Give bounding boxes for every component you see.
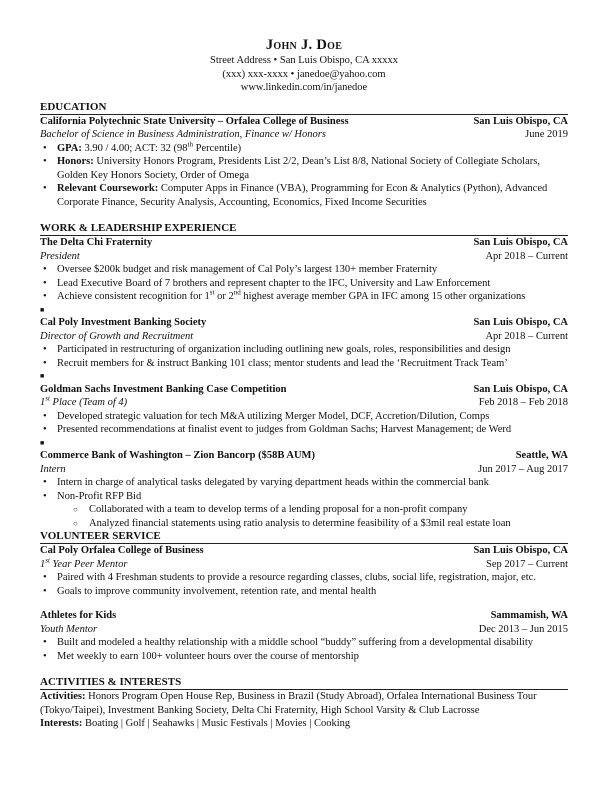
list-item: • Non-Profit RFP Bid (40, 490, 568, 504)
volunteer-date: Dec 2013 – Jun 2015 (478, 623, 568, 635)
activities-paragraph (40, 690, 568, 717)
sub-list-item: ○ Collaborated with a team to develop terms of a lending proposal for a non-profit company (40, 503, 568, 517)
work-role: Director of Growth and Recruitment (40, 330, 194, 342)
work-entry-3-role (40, 396, 568, 410)
work-location: San Luis Obispo, CA (473, 317, 568, 328)
work-location: Seattle, WA (515, 450, 568, 461)
coursework-label: Relevant Coursework: (57, 183, 159, 194)
work-location: San Luis Obispo, CA (473, 237, 568, 248)
superscript: st (209, 288, 215, 297)
list-item: • Presented recommendations at finalist event to judges from Goldman Sachs; Harvest Management; de Werd (40, 423, 568, 437)
resume-page (40, 0, 568, 731)
education-school-row (40, 115, 568, 129)
gpa-text-end: Percentile) (193, 142, 242, 154)
phone-email-line: (xxx) xxx-xxxx • janedoe@yahoo.com (222, 68, 386, 80)
address-line: Street Address • San Luis Obispo, CA xxxxx (209, 55, 398, 66)
work-entry-2-header (40, 316, 568, 330)
work-entry-2-role (40, 330, 568, 344)
list-item: • Oversee $200k budget and risk management of Cal Poly’s largest 130+ member Fraternity (40, 263, 568, 277)
honors-item (40, 155, 568, 182)
education-heading: EDUCATION (40, 101, 568, 115)
gpa-label: GPA: (57, 142, 82, 154)
interests-text: Boating | Golf | Seahawks | Music Festivals | Movies | Cooking (82, 718, 351, 729)
work-org: Goldman Sachs Investment Banking Case Competition (40, 383, 287, 395)
honors-text: University Honors Program, Presidents List 2/2, Dean’s List 8/8, National Society of Collegiate Scholars, Golden Key Honors Society, Order of Omega (57, 156, 540, 181)
school-location: San Luis Obispo, CA (473, 115, 568, 127)
volunteer-entry-1-bullets (40, 571, 568, 598)
volunteer-org: Athletes for Kids (40, 610, 117, 621)
graduation-date: June 2019 (525, 129, 568, 140)
volunteer-entry-2-header (40, 609, 568, 623)
work-heading: WORK & LEADERSHIP EXPERIENCE (40, 222, 568, 236)
text-fragment: or 2 (214, 291, 234, 302)
list-item: • Developed strategic valuation for tech M&A utilizing Merger Model, DCF, Accretion/Dilution, Comps (40, 410, 568, 424)
square-bullet: ■ (40, 372, 45, 380)
work-date: Apr 2018 – Current (485, 330, 568, 342)
volunteer-date: Sep 2017 – Current (486, 558, 568, 570)
work-location: San Luis Obispo, CA (473, 383, 568, 395)
text-fragment: Place (Team of 4) (49, 397, 128, 408)
text-fragment: Year Peer Mentor (49, 558, 128, 570)
work-role (40, 396, 127, 410)
work-entry-1-role (40, 250, 568, 264)
square-bullet: ■ (40, 305, 45, 314)
superscript: nd (233, 288, 241, 297)
gpa-sup: th (187, 140, 193, 148)
list-item: • Goals to improve community involvement, retention rate, and mental health (40, 585, 568, 599)
volunteer-role: Youth Mentor (40, 623, 98, 635)
volunteer-entry-1-header (40, 544, 568, 558)
education-degree-row (40, 128, 568, 142)
activities-heading: ACTIVITIES & INTERESTS (40, 676, 568, 690)
school-name: California Polytechnic State University – Orfalea College of Business (40, 115, 349, 127)
gpa-text: 3.90 / 4.00; ACT: 32 (98 (81, 142, 188, 154)
volunteer-role (40, 558, 127, 572)
list-item: • Recruit members for & instruct Banking 101 class; mentor students and lead the ‘Recruitment Track Team’ (40, 357, 568, 371)
work-date: Jun 2017 – Aug 2017 (478, 463, 568, 475)
work-role: Intern (40, 463, 66, 475)
work-org: Cal Poly Investment Banking Society (40, 317, 207, 328)
list-item (40, 290, 568, 304)
work-entry-4-role (40, 463, 568, 477)
work-org: The Delta Chi Fraternity (40, 237, 153, 248)
honors-label: Honors: (57, 156, 94, 167)
work-entry-4-header (40, 449, 568, 463)
list-item: • Intern in charge of analytical tasks delegated by varying department heads within the commercial bank (40, 476, 568, 490)
list-item: • Met weekly to earn 100+ volunteer hours over the course of mentorship (40, 650, 568, 664)
activities-label: Activities: (40, 691, 86, 702)
coursework-item (40, 182, 568, 209)
sub-list-item: ○ Analyzed financial statements using ratio analysis to determine feasibility of a $3mil real estate loan (40, 517, 568, 531)
work-role: President (40, 250, 80, 262)
coursework-text: Computer Apps in Finance (VBA), Programming for Econ & Analytics (Python), Advanced Corporate Finance, Security Analysis, Accounting, Economics, Fixed Income Securities (57, 183, 548, 208)
volunteer-heading: VOLUNTEER SERVICE (40, 530, 568, 544)
work-date: Apr 2018 – Current (485, 250, 568, 262)
work-entry-3-bullets (40, 410, 568, 437)
interests-label: Interests: (40, 718, 83, 729)
text-fragment: 1 (40, 558, 46, 570)
list-item: • Paired with 4 Freshman students to provide a resource regarding classes, clubs, social life, registration, major, etc. (40, 571, 568, 585)
volunteer-location: Sammamish, WA (490, 610, 568, 621)
volunteer-entry-1-role (40, 558, 568, 572)
text-fragment: 1 (40, 397, 46, 408)
volunteer-entry-2-bullets (40, 636, 568, 663)
volunteer-org: Cal Poly Orfalea College of Business (40, 545, 204, 556)
list-item: • Lead Executive Board of 7 brothers and represent chapter to the IFC, University and Law Enforcement (40, 277, 568, 291)
candidate-name: John J. Doe (265, 37, 343, 53)
interests-paragraph (40, 717, 568, 731)
degree: Bachelor of Science in Business Administration, Finance w/ Honors (40, 129, 326, 140)
work-entry-2-bullets (40, 343, 568, 370)
list-item: • Built and modeled a healthy relationship with a middle school “buddy” suffering from a developmental disability (40, 636, 568, 650)
list-item: • Participated in restructuring of organization including outlining new goals, roles, responsibilities and design (40, 343, 568, 357)
work-date: Feb 2018 – Feb 2018 (478, 397, 568, 408)
education-bullets (40, 142, 568, 210)
superscript: st (45, 394, 50, 403)
volunteer-entry-2-role (40, 623, 568, 637)
linkedin-line: www.linkedin.com/in/janedoe (240, 82, 368, 93)
gpa-item (40, 142, 568, 156)
superscript: st (45, 556, 50, 564)
work-entry-4-bullets (40, 476, 568, 530)
volunteer-location: San Luis Obispo, CA (473, 545, 568, 556)
work-entry-1-header (40, 236, 568, 250)
work-org: Commerce Bank of Washington – Zion Bancorp ($58B AUM) (40, 450, 315, 461)
square-bullet: ■ (40, 438, 45, 447)
activities-text: Honors Program Open House Rep, Business in Brazil (Study Abroad), Orfalea International Business Tour (Tokyo/Taipei), Investment Banking Society, Delta Chi Fraternity, High School Varsity & Club Lacrosse (40, 691, 537, 716)
text-fragment: highest average member GPA in IFC among 15 other organizations (240, 291, 526, 302)
spacer (40, 598, 568, 609)
work-entry-3-header (40, 383, 568, 397)
text-fragment: Achieve consistent recognition for 1 (57, 291, 210, 302)
work-entry-1-bullets (40, 263, 568, 304)
